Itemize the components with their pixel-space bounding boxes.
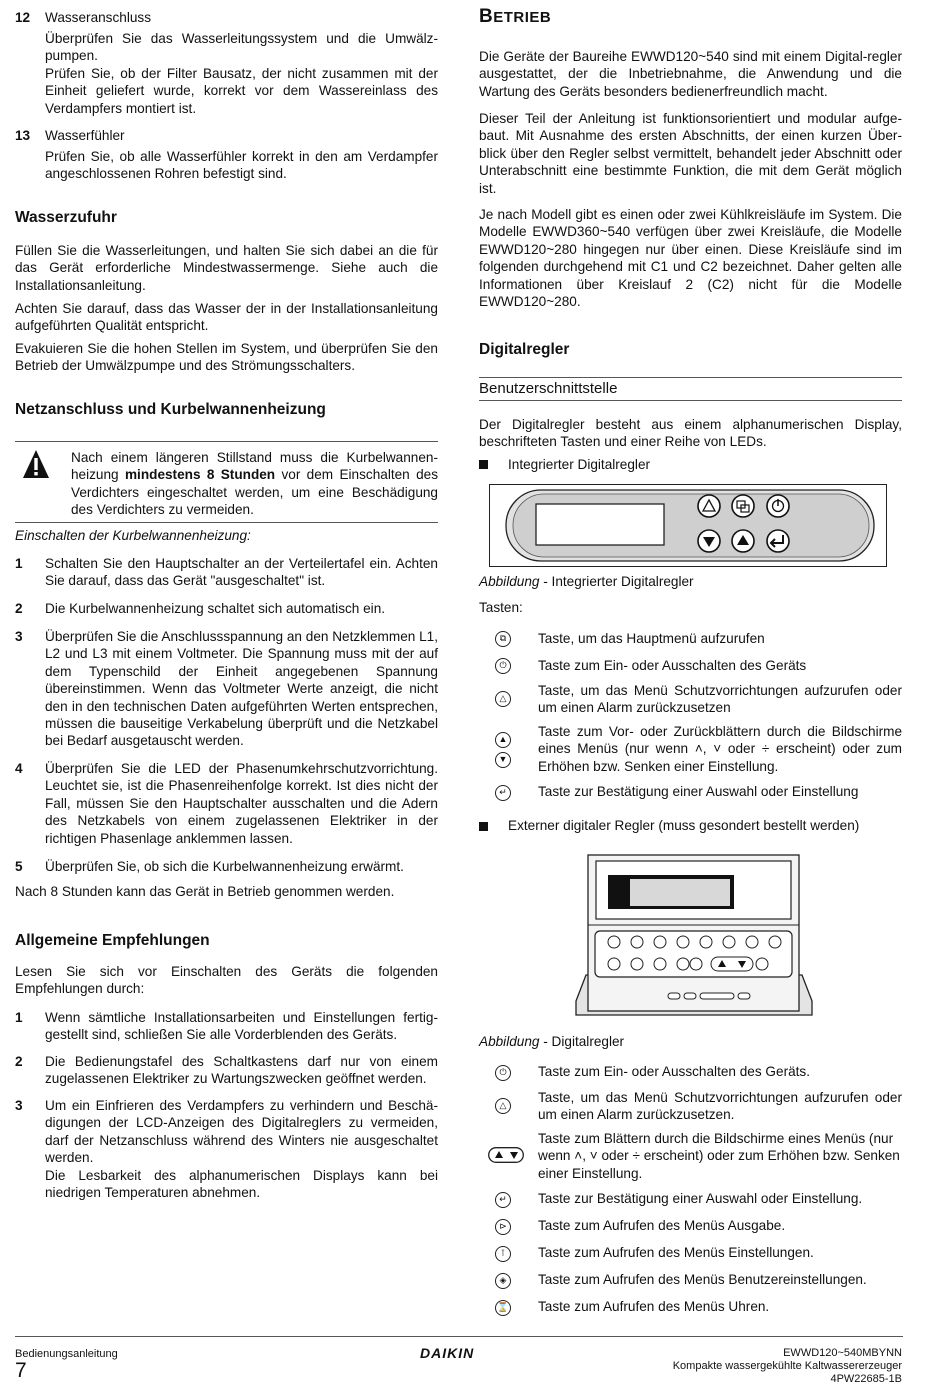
step-number: 4 bbox=[15, 761, 23, 776]
key-description: Taste zum Ein- oder Ausschalten des Geräts bbox=[538, 658, 807, 673]
section-heading: Allgemeine Empfehlungen bbox=[15, 932, 210, 949]
key-description: Taste zum Vor- oder Zurückblättern durch die Bildschirme eines Menüs (nur wenn ˄, ˅ oder ÷ erscheint) oder zum Erhöhen bzw. Senken einer Einstellung. bbox=[538, 724, 902, 774]
alarm-icon: △ bbox=[495, 1098, 511, 1114]
item-number: 13 bbox=[15, 128, 31, 143]
power-icon: ⏻ bbox=[495, 1065, 511, 1081]
paragraph: Nach 8 Stunden kann das Gerät in Betrieb genommen werden. bbox=[15, 884, 395, 899]
key-description: Taste zum Blättern durch die Bildschirme eines Menüs (nur wenn ˄, ˅ oder ÷ erscheint) oder zum Erhöhen bzw. Senken einer Einstellung. bbox=[538, 1131, 900, 1181]
key-description: Taste zur Bestätigung einer Auswahl oder Einstellung bbox=[538, 784, 859, 799]
down-arrow-icon: ▼ bbox=[495, 752, 511, 768]
key-description: Taste zur Bestätigung einer Auswahl oder Einstellung. bbox=[538, 1191, 863, 1206]
paragraph: Füllen Sie die Wasserleitungen, und halten Sie sich dabei an die für das Gerät erforderliche Mindestwassermenge. Siehe auch die Installationsanleitung. bbox=[15, 243, 438, 293]
key-description: Taste zum Aufrufen des Menüs Ausgabe. bbox=[538, 1218, 786, 1233]
bullet-text: Integrierter Digitalregler bbox=[508, 457, 651, 472]
section-heading: Digitalregler bbox=[479, 341, 570, 358]
caption-text: - Integrierter Digitalregler bbox=[539, 574, 694, 589]
footer-code: 4PW22685-1B bbox=[830, 1373, 902, 1385]
footer-model: EWWD120~540MBYNN bbox=[783, 1347, 902, 1359]
divider bbox=[479, 400, 902, 401]
key-description: Taste zum Ein- oder Ausschalten des Geräts. bbox=[538, 1064, 811, 1079]
figure-caption bbox=[479, 573, 694, 590]
step-number: 3 bbox=[15, 629, 23, 644]
bullet-icon bbox=[479, 460, 488, 469]
step-text: Die Kurbelwannenheizung schaltet sich automatisch ein. bbox=[45, 601, 386, 616]
menu-icon: ⧉ bbox=[495, 631, 511, 647]
enter-icon: ↵ bbox=[495, 1192, 511, 1208]
user-settings-icon: ◈ bbox=[495, 1273, 511, 1289]
caption-text: - Digitalregler bbox=[539, 1034, 625, 1049]
step-text: Wenn sämtliche Installationsarbeiten und Einstellungen fertig-gestellt sind, schließen Sie alle Vorderblenden des Geräts. bbox=[45, 1010, 438, 1043]
enter-icon: ↵ bbox=[495, 785, 511, 801]
paragraph: Je nach Modell gibt es einen oder zwei Kühlkreisläufe im System. Die Modelle EWWD360~540 verfügen über zwei Kreisläufe, die Modelle EWWD120~280 hingegen nur über einen. Diese Kreisläufe sind im folgenden durchgehend mit C1 und C2 bezeichnet. Daher gelten alle Informationen über Kreislauf 2 (C2) nicht für die Modelle EWWD120~280. bbox=[479, 207, 902, 310]
warning-text bbox=[71, 449, 438, 519]
title-rest: ETRIEB bbox=[493, 9, 552, 26]
paragraph: Evakuieren Sie die hohen Stellen im System, und überprüfen Sie den Betrieb der Umwälzpumpe und des Strömungsschalters. bbox=[15, 341, 438, 374]
paragraph: Prüfen Sie, ob alle Wasserfühler korrekt in den am Verdampfer angeschlossenen Rohren befestigt sind. bbox=[45, 149, 438, 182]
figure-caption bbox=[479, 1033, 624, 1050]
key-description: Taste zum Aufrufen des Menüs Benutzereinstellungen. bbox=[538, 1272, 867, 1287]
caption-label: Abbildung bbox=[479, 1034, 540, 1049]
step-text: Die Lesbarkeit des alphanumerischen Displays kann bei niedrigen Temperaturen abnehmen. bbox=[45, 1168, 438, 1201]
warning-text-part: vor dem Einschalten des Verdichters eingeschaltet werden, um eine Beschädigung des Verdichters zu vermeiden. bbox=[71, 467, 438, 518]
paragraph: Prüfen Sie, ob der Filter Bausatz, der nicht zusammen mit der Einheit geliefert wurde, korrekt vor dem Wassereinlass des Verdampfers montiert ist. bbox=[45, 66, 438, 116]
item-title: Wasserfühler bbox=[45, 128, 125, 143]
clock-icon: ⌛ bbox=[495, 1300, 511, 1316]
external-controller-figure bbox=[574, 853, 814, 1023]
up-arrow-icon: ▲ bbox=[495, 732, 511, 748]
footer-doc-title: Bedienungsanleitung bbox=[15, 1348, 118, 1360]
paragraph: Lesen Sie sich vor Einschalten des Geräts die folgenden Empfehlungen durch: bbox=[15, 964, 438, 997]
item-title: Wasseranschluss bbox=[45, 10, 152, 25]
footer-description: Kompakte wassergekühlte Kaltwassererzeuger bbox=[672, 1360, 902, 1372]
step-text: Überprüfen Sie, ob sich die Kurbelwannenheizung erwärmt. bbox=[45, 859, 404, 874]
page-number: 7 bbox=[15, 1359, 27, 1382]
bullet-text: Externer digitaler Regler (muss gesondert bestellt werden) bbox=[508, 818, 860, 833]
step-text: Schalten Sie den Hauptschalter an der Verteilertafel ein. Achten Sie darauf, dass das Gerät "ausgeschaltet" ist. bbox=[45, 556, 438, 589]
paragraph: Achten Sie darauf, dass das Wasser der in der Installationsanleitung aufgeführten Qualität entspricht. bbox=[15, 301, 438, 334]
scroll-icon bbox=[488, 1147, 524, 1163]
step-number: 1 bbox=[15, 1010, 23, 1025]
step-number: 1 bbox=[15, 556, 23, 571]
section-heading: Wasserzufuhr bbox=[15, 209, 117, 226]
paragraph: Dieser Teil der Anleitung ist funktionsorientiert und modular aufge-baut. Mit Ausnahme des ersten Abschnitts, der einen kurzen Über-blick über den Regler selbst vermittelt, behandelt jeder Abschnitt oder Unterabschnitt eine bestimmte Funktion, die mit dem Gerät möglich ist. bbox=[479, 111, 902, 196]
divider bbox=[15, 522, 438, 523]
integrated-controller-figure bbox=[489, 484, 887, 567]
step-text: Um ein Einfrieren des Verdampfers zu verhindern und Beschä-digungen der LCD-Anzeigen des Digitalreglers zu vermeiden, darf der Netzanschluss während des Winters nie ausgeschaltet werden. bbox=[45, 1098, 438, 1166]
power-icon: ⏻ bbox=[495, 658, 511, 674]
step-number: 2 bbox=[15, 601, 23, 616]
page-section-title bbox=[479, 8, 551, 26]
warning-emphasis: mindestens 8 Stunden bbox=[124, 467, 276, 483]
bullet-icon bbox=[479, 822, 488, 831]
caption-label: Abbildung bbox=[479, 574, 540, 589]
section-heading: Netzanschluss und Kurbelwannenheizung bbox=[15, 401, 326, 418]
subsection-heading: Benutzerschnittstelle bbox=[479, 380, 618, 397]
key-description: Taste, um das Menü Schutzvorrichtungen aufzurufen oder um einen Alarm zurückzusetzen. bbox=[538, 1090, 902, 1123]
step-number: 5 bbox=[15, 859, 23, 874]
keys-label: Tasten: bbox=[479, 600, 523, 615]
warning-text-part: Nach einem längeren Stillstand muss die Kurbelwannen-heizung bbox=[71, 450, 438, 483]
brand-logo: DAIKIN bbox=[420, 1345, 475, 1361]
step-text: Überprüfen Sie die LED der Phasenumkehrschutzvorrichtung. Leuchtet sie, ist die Phasenreihenfolge korrekt. Ist dies nicht der Fall, müssen Sie den Hauptschalter ausschalten und die Adern des Netzkabels von einem zugelassenen Elektriker in der richtigen Phasenlage anklemmen lassen. bbox=[45, 761, 438, 846]
step-text: Überprüfen Sie die Anschlussspannung an den Netzklemmen L1, L2 und L3 mit einem Voltmeter. Die Spannung muss mit der auf dem Typenschild der Einheit angegebenen Spannung übereinstimmen. Wenn das Voltmeter Werte anzeigt, die nicht den in den technischen Daten aufgeführten Werten entsprechen, müssen die bauseitige Verkabelung überprüft und die Netzkabel bei Bedarf ausgetauscht werden. bbox=[45, 629, 438, 749]
output-icon: ⊳ bbox=[495, 1219, 511, 1235]
settings-icon: ⊺ bbox=[495, 1246, 511, 1262]
item-number: 12 bbox=[15, 10, 31, 25]
key-description: Taste, um das Hauptmenü aufzurufen bbox=[538, 631, 765, 646]
footer-divider bbox=[15, 1336, 903, 1337]
step-number: 3 bbox=[15, 1098, 23, 1113]
step-text: Die Bedienungstafel des Schaltkastens darf nur von einem zugelassenen Elektriker zu Wartungszwecken geöffnet werden. bbox=[45, 1054, 438, 1087]
paragraph: Überprüfen Sie das Wasserleitungssystem und die Umwälz-pumpen. bbox=[45, 31, 438, 64]
warning-icon bbox=[22, 449, 50, 479]
title-initial: B bbox=[479, 6, 494, 27]
step-number: 2 bbox=[15, 1054, 23, 1069]
divider bbox=[479, 377, 902, 378]
paragraph: Die Geräte der Baureihe EWWD120~540 sind mit einem Digital-regler ausgestattet, der die Inbetriebnahme, die Anwendung und die Wartung des Geräts besonders bedienerfreundlich macht. bbox=[479, 49, 902, 99]
divider bbox=[15, 441, 438, 442]
key-description: Taste zum Aufrufen des Menüs Uhren. bbox=[538, 1299, 770, 1314]
paragraph: Der Digitalregler besteht aus einem alphanumerischen Display, beschrifteten Tasten und einer Reihe von LEDs. bbox=[479, 417, 902, 450]
key-description: Taste, um das Menü Schutzvorrichtungen aufzurufen oder um einen Alarm zurückzusetzen bbox=[538, 683, 902, 716]
key-description: Taste zum Aufrufen des Menüs Einstellungen. bbox=[538, 1245, 814, 1260]
alarm-icon: △ bbox=[495, 691, 511, 707]
subheading: Einschalten der Kurbelwannenheizung: bbox=[15, 528, 251, 543]
